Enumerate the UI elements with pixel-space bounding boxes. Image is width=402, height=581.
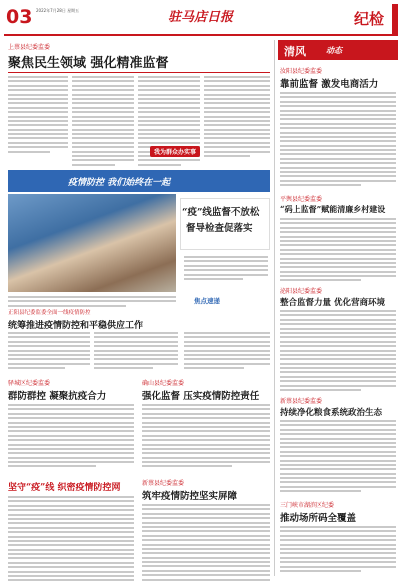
feature-banner bbox=[8, 170, 270, 192]
right-banner-sub: 动态 bbox=[326, 45, 342, 55]
lower-c-label: 新蔡县纪委监委 bbox=[142, 480, 185, 487]
lower-c-body bbox=[142, 504, 270, 581]
feature-quote-line2: 督导检查促落实 bbox=[186, 223, 253, 234]
mid-article-headline: 统筹推进疫情防控和平稳供应工作 bbox=[8, 321, 144, 331]
feature-banner-text: 疫情防控 我们始终在一起 bbox=[68, 178, 171, 188]
lower-d-headline: 坚守“疫”线 织密疫情防控网 bbox=[8, 483, 121, 493]
right-s1-label: 汝阳县纪委监委 bbox=[280, 68, 323, 75]
right-s2-body bbox=[280, 218, 396, 284]
lower-b-label: 确山县纪委监委 bbox=[142, 380, 185, 387]
lower-a-body bbox=[8, 404, 134, 470]
column-divider bbox=[274, 40, 275, 576]
promo-pill: 我为群众办实事 bbox=[150, 146, 200, 157]
right-s5-body bbox=[280, 526, 396, 574]
right-s2-headline: “码上监督”赋能清廉乡村建设 bbox=[280, 204, 386, 214]
right-s3-headline: 整合监督力量 优化营商环境 bbox=[280, 298, 385, 308]
lower-a-label: 驿城区纪委监委 bbox=[8, 380, 51, 387]
feature-photo-caption bbox=[184, 256, 268, 282]
main-article-label: 上蔡县纪委监委 bbox=[8, 44, 51, 51]
right-s3-body bbox=[280, 310, 396, 393]
feature-photo bbox=[8, 194, 176, 292]
main-article-col4 bbox=[204, 76, 270, 159]
mid-article-col1 bbox=[8, 332, 90, 372]
masthead bbox=[4, 4, 398, 36]
page-number: 03 bbox=[6, 6, 33, 28]
main-headline-rule bbox=[8, 72, 270, 73]
lower-b-body bbox=[142, 404, 270, 470]
lower-a-headline: 群防群控 凝聚抗疫合力 bbox=[8, 391, 107, 402]
lower-b-headline: 强化监督 压实疫情防控责任 bbox=[142, 391, 260, 402]
feature-quote-line1: “疫”线监督不放松 bbox=[182, 207, 260, 218]
date-line: 2022年7月28日 星期五 bbox=[36, 8, 80, 13]
right-s5-label: 三门峡市湖滨区纪委 bbox=[280, 502, 335, 509]
right-banner-title: 清风 bbox=[284, 45, 306, 58]
masthead-stripe bbox=[392, 4, 398, 34]
lower-c-headline: 筑牢疫情防控坚实屏障 bbox=[142, 491, 238, 502]
right-s4-label: 新蔡县纪委监委 bbox=[280, 398, 323, 405]
main-article-headline: 聚焦民生领域 强化精准监督 bbox=[8, 56, 169, 71]
right-s4-headline: 持续净化粮食系统政治生态 bbox=[280, 408, 383, 418]
right-s3-label: 泌阳县纪委监委 bbox=[280, 288, 323, 295]
main-article-col2 bbox=[72, 76, 134, 168]
right-s1-body bbox=[280, 92, 396, 189]
right-s4-body bbox=[280, 420, 396, 495]
right-banner bbox=[278, 40, 398, 60]
mid-article-label: 正阳县纪委监委全面一线疫情防控 bbox=[8, 310, 91, 316]
main-article-col1 bbox=[8, 76, 68, 155]
mid-article-col2 bbox=[94, 332, 178, 372]
right-s2-label: 平舆县纪委监委 bbox=[280, 196, 323, 203]
mid-article-col3 bbox=[184, 332, 270, 372]
right-s5-headline: 推动场所码全覆盖 bbox=[280, 513, 357, 524]
feature-sub-label: 焦点速递 bbox=[194, 297, 220, 305]
newspaper-logo: 驻马店日报 bbox=[168, 10, 234, 25]
right-s1-headline: 靠前监督 激发电商活力 bbox=[280, 79, 379, 90]
lower-d-body bbox=[8, 496, 134, 581]
section-title: 纪检 bbox=[353, 10, 384, 28]
